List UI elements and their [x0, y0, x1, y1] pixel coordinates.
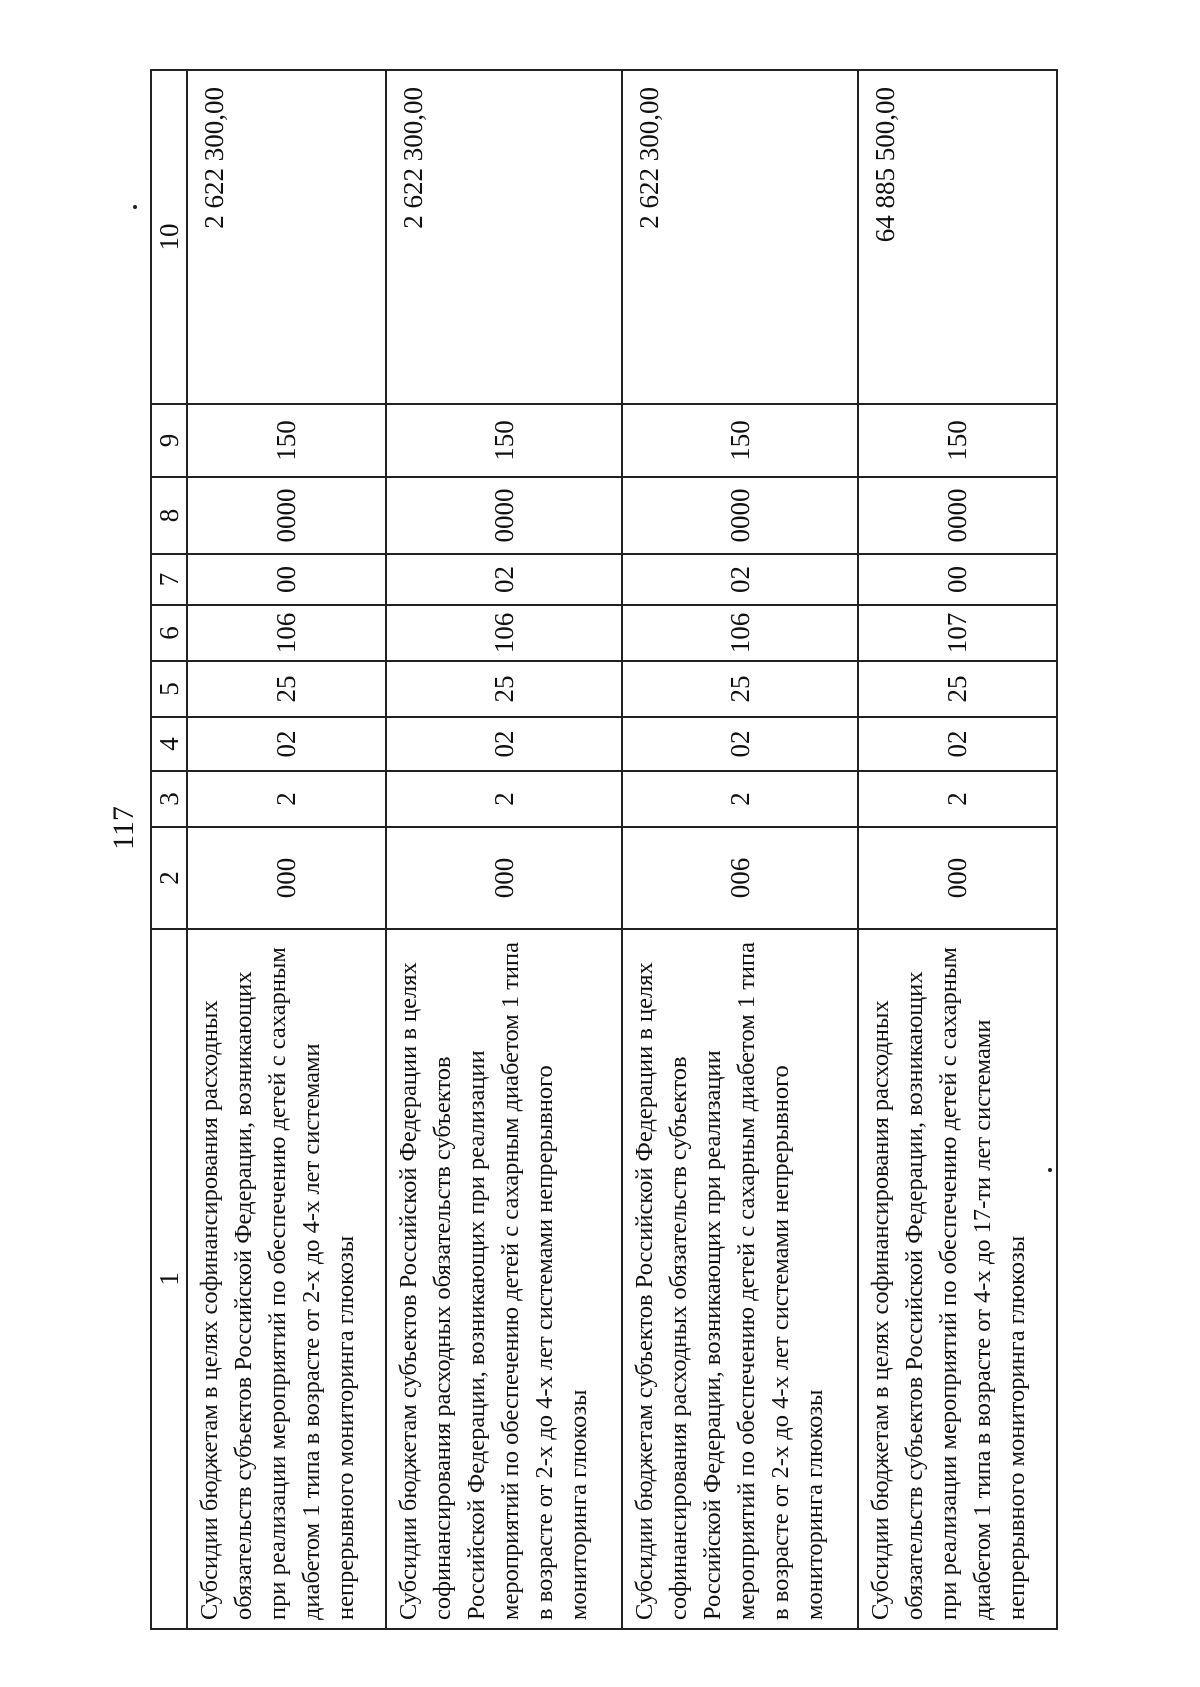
code-cell: 0000 — [187, 477, 386, 554]
code-cell: 150 — [858, 404, 1057, 477]
code-cell: 006 — [622, 827, 858, 929]
code-cell: 25 — [858, 661, 1057, 717]
table-header-row — [151, 70, 187, 1629]
table-row — [386, 70, 622, 1629]
code-cell: 25 — [187, 661, 386, 717]
code-cell: 2 — [622, 771, 858, 827]
table-row — [858, 70, 1057, 1629]
code-cell: 106 — [386, 605, 622, 661]
table-row — [187, 70, 386, 1629]
budget-table — [150, 69, 1058, 1630]
page-number: 117 — [107, 806, 140, 850]
column-header: 8 — [151, 477, 187, 554]
column-header: 4 — [151, 717, 187, 771]
column-header: 10 — [151, 70, 187, 404]
amount-cell: 64 885 500,00 — [858, 70, 1057, 404]
column-header: 7 — [151, 554, 187, 605]
amount-cell: 2 622 300,00 — [386, 70, 622, 404]
table-row — [622, 70, 858, 1629]
row-description: Субсидии бюджетам субъектов Российской Федерации в целях софинансирования расходных обязательств субъектов Российской Федерации, возникающих при реализации мероприятий по обеспечению детей с сахарным диабетом 1 типа в возрасте от 2-х до 4-х лет системами непрерывного мониторинга глюкозы — [386, 929, 622, 1629]
code-cell: 02 — [622, 717, 858, 771]
column-header: 5 — [151, 661, 187, 717]
code-cell: 25 — [622, 661, 858, 717]
code-cell: 00 — [187, 554, 386, 605]
code-cell: 107 — [858, 605, 1057, 661]
code-cell: 000 — [386, 827, 622, 929]
code-cell: 106 — [622, 605, 858, 661]
code-cell: 02 — [858, 717, 1057, 771]
rotated-page-area — [150, 71, 1058, 1630]
code-cell: 150 — [386, 404, 622, 477]
code-cell: 2 — [858, 771, 1057, 827]
code-cell: 000 — [858, 827, 1057, 929]
column-header: 6 — [151, 605, 187, 661]
amount-cell: 2 622 300,00 — [187, 70, 386, 404]
column-header: 3 — [151, 771, 187, 827]
code-cell: 00 — [858, 554, 1057, 605]
code-cell: 0000 — [622, 477, 858, 554]
column-header: 9 — [151, 404, 187, 477]
column-header: 2 — [151, 827, 187, 929]
code-cell: 2 — [187, 771, 386, 827]
code-cell: 0000 — [858, 477, 1057, 554]
code-cell: 2 — [386, 771, 622, 827]
row-description: Субсидии бюджетам в целях софинансирования расходных обязательств субъектов Российской Федерации, возникающих при реализации мероприятий по обеспечению детей с сахарным диабетом 1 типа в возрасте от 2-х до 4-х лет системами непрерывного мониторинга глюкозы — [187, 929, 386, 1629]
code-cell: 02 — [187, 717, 386, 771]
code-cell: 02 — [622, 554, 858, 605]
code-cell: 25 — [386, 661, 622, 717]
row-description: Субсидии бюджетам в целях софинансирования расходных обязательств субъектов Российской Федерации, возникающих при реализации мероприятий по обеспечению детей с сахарным диабетом 1 типа в возрасте от 4-х до 17-ти лет системами непрерывного мониторинга глюкозы — [858, 929, 1057, 1629]
scan-speck — [133, 205, 137, 209]
code-cell: 106 — [187, 605, 386, 661]
code-cell: 150 — [187, 404, 386, 477]
column-header: 1 — [151, 929, 187, 1629]
row-description: Субсидии бюджетам субъектов Российской Федерации в целях софинансирования расходных обязательств субъектов Российской Федерации, возникающих при реализации мероприятий по обеспечению детей с сахарным диабетом 1 типа в возрасте от 2-х до 4-х лет системами непрерывного мониторинга глюкозы — [622, 929, 858, 1629]
amount-cell: 2 622 300,00 — [622, 70, 858, 404]
code-cell: 0000 — [386, 477, 622, 554]
code-cell: 02 — [386, 717, 622, 771]
code-cell: 150 — [622, 404, 858, 477]
code-cell: 000 — [187, 827, 386, 929]
code-cell: 02 — [386, 554, 622, 605]
